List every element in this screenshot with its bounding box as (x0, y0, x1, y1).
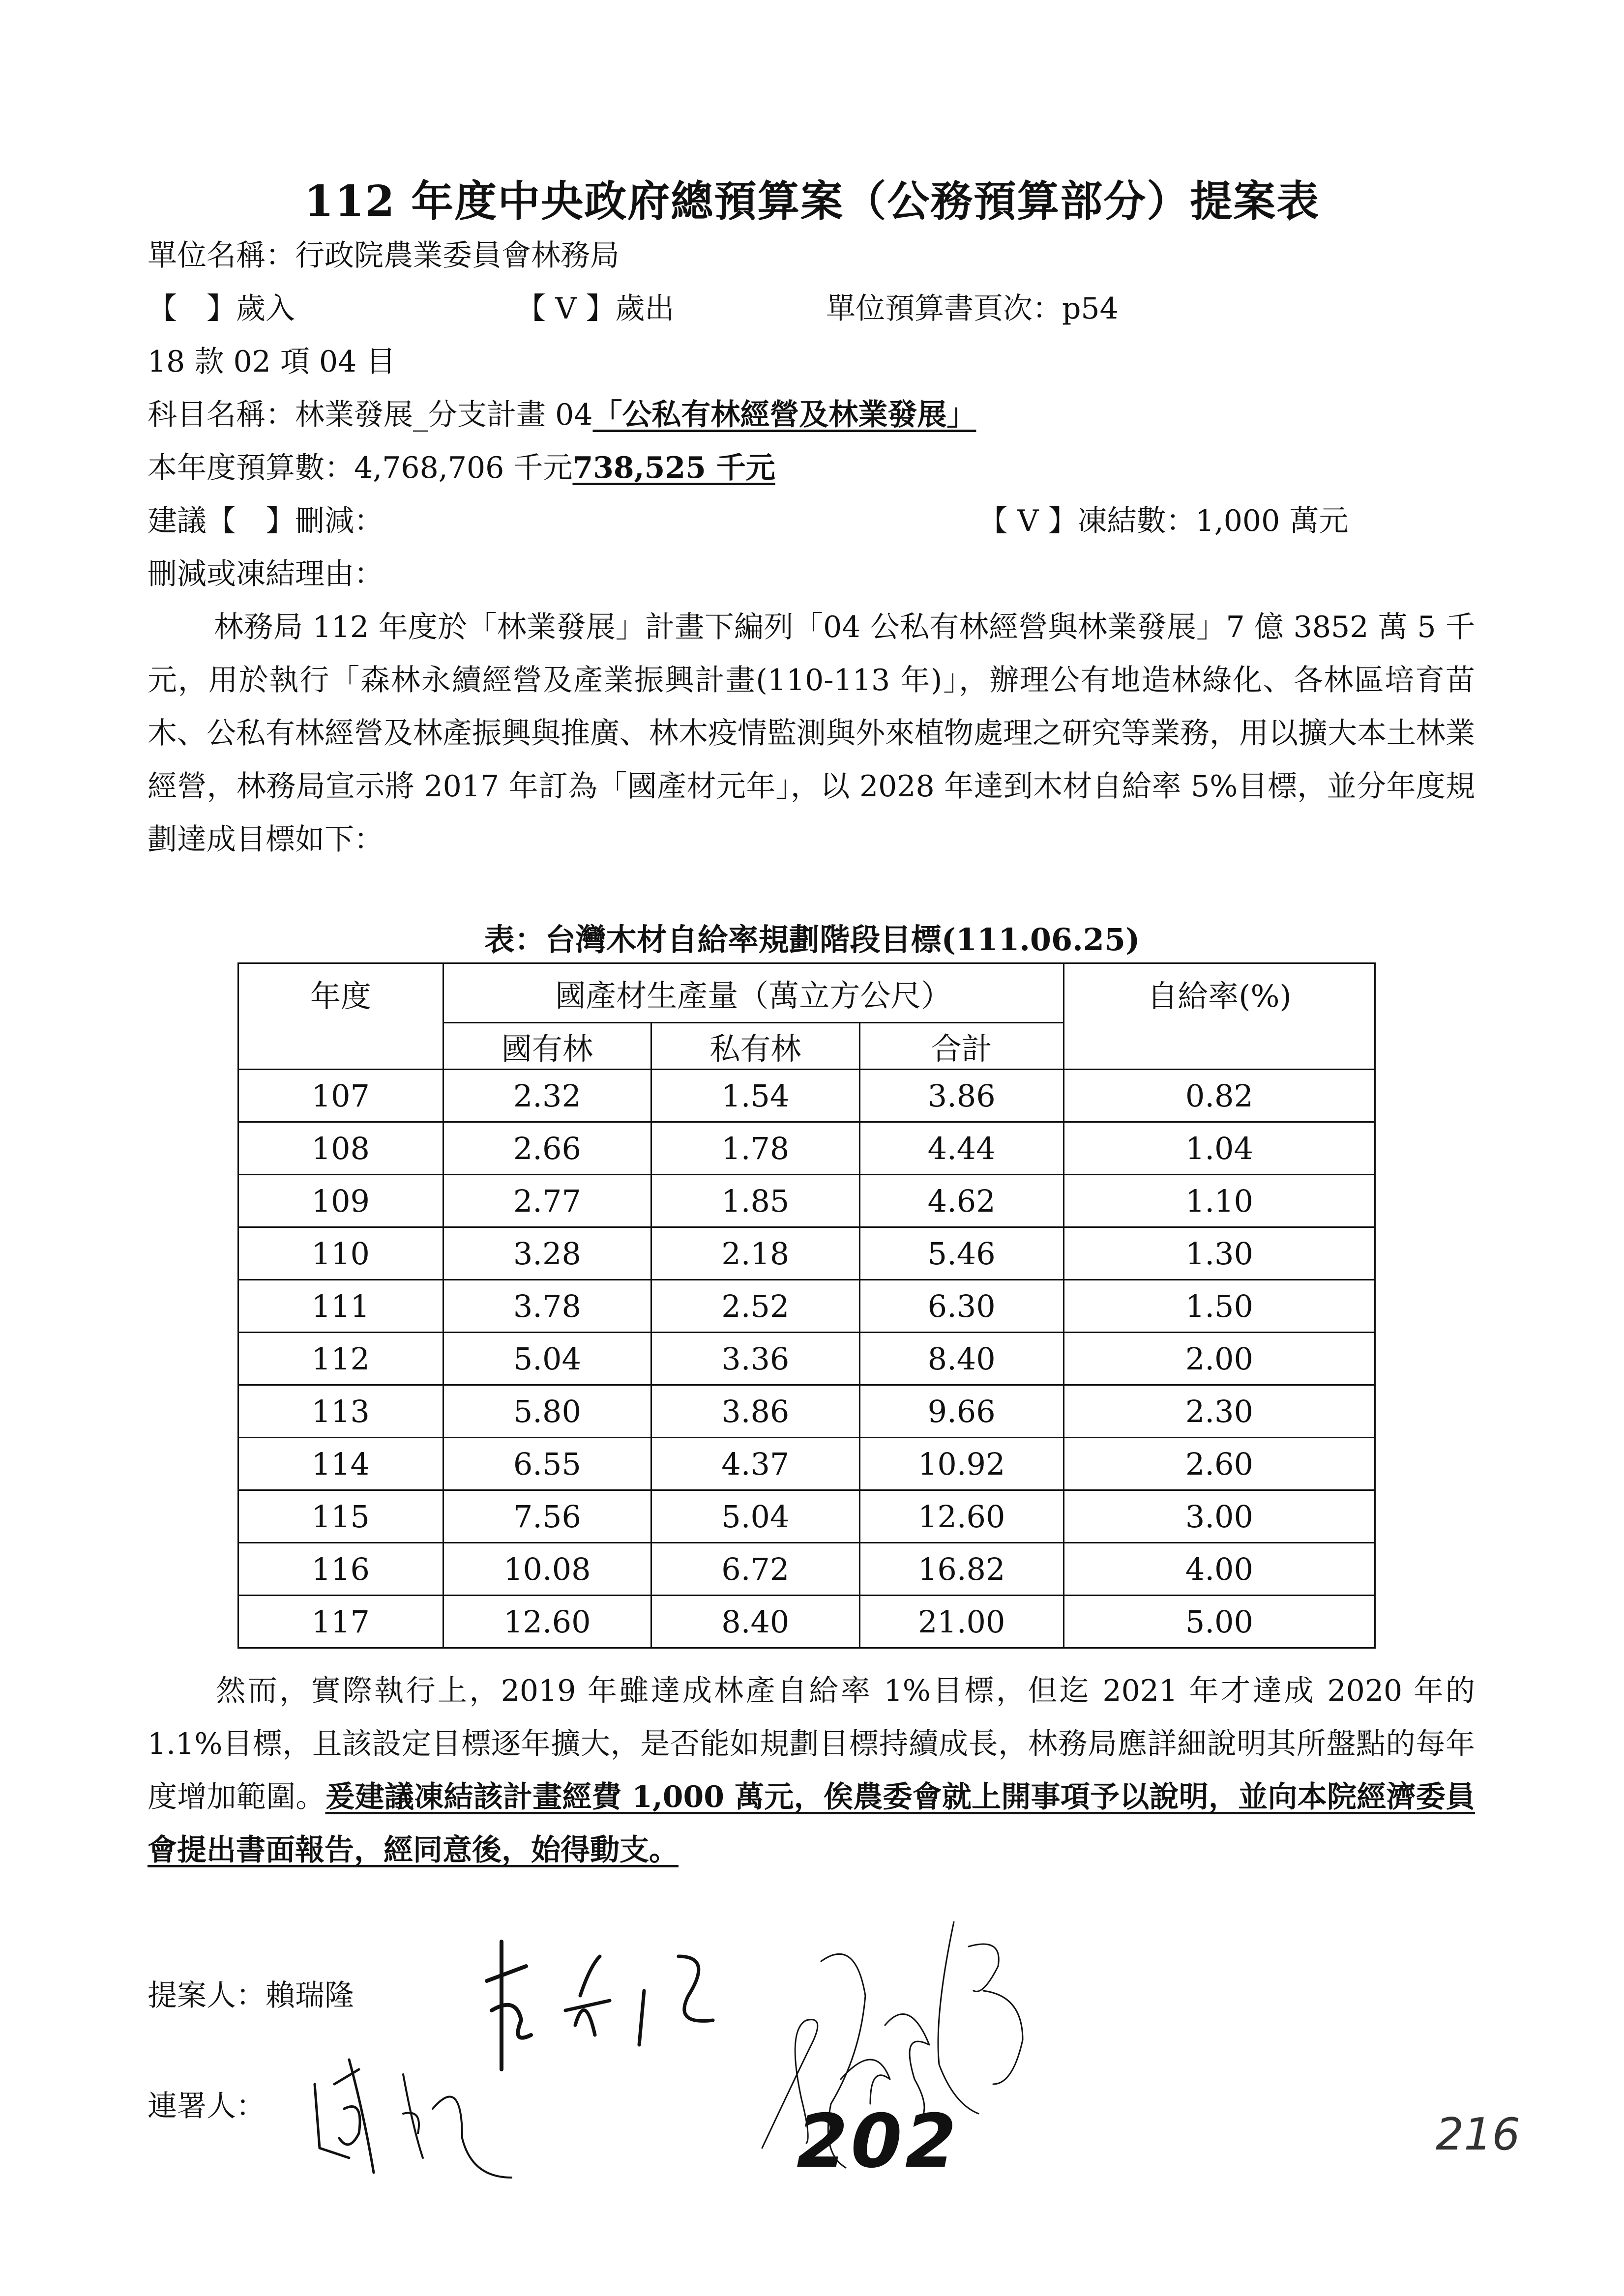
cell-year: 114 (238, 1438, 443, 1490)
cell-total: 5.46 (859, 1227, 1063, 1280)
unit-name: 單位名稱：行政院農業委員會林務局 (148, 238, 620, 273)
cell-private-forest: 2.18 (651, 1227, 859, 1280)
page-title: 112 年度中央政府總預算案（公務預算部分）提案表 (304, 176, 1320, 226)
cell-total: 4.44 (859, 1122, 1063, 1175)
table-body (238, 1070, 1375, 1648)
table-row (238, 1596, 1375, 1648)
cell-self-sufficiency-rate: 0.82 (1063, 1070, 1375, 1122)
subject-name: 「公私有林經營及林業發展」 (592, 398, 976, 432)
cell-national-forest: 3.28 (443, 1227, 651, 1280)
cell-year: 117 (238, 1596, 443, 1648)
cell-self-sufficiency-rate: 1.10 (1063, 1175, 1375, 1227)
header-rate: 自給率(%) (1063, 963, 1375, 1070)
cell-total: 4.62 (859, 1175, 1063, 1227)
cell-self-sufficiency-rate: 1.04 (1063, 1122, 1375, 1175)
subject-prefix: 科目名稱：林業發展_分支計畫 04 (148, 398, 593, 432)
cell-total: 12.60 (859, 1490, 1063, 1543)
paragraph-2-text: 然而，實際執行上，2019 年雖達成林產自給率 1%目標，但迄 2021 年才達成 2020 年的 1.1%目標，且該設定目標逐年擴大，是否能如規劃目標持續成長，林務局應詳細說明其所盤點的每年度增加範圍。 (148, 1674, 1476, 1814)
cell-national-forest: 10.08 (443, 1543, 651, 1596)
cell-total: 6.30 (859, 1280, 1063, 1333)
cell-private-forest: 6.72 (651, 1543, 859, 1596)
subject-line (148, 395, 976, 435)
item-code: 18 款 02 項 04 目 (148, 345, 396, 379)
cell-total: 16.82 (859, 1543, 1063, 1596)
cosigner-signature-1 (305, 2055, 580, 2182)
cell-self-sufficiency-rate: 1.30 (1063, 1227, 1375, 1280)
cell-year: 110 (238, 1227, 443, 1280)
expense-checkbox: 【 V 】歲出 (516, 291, 675, 326)
cell-private-forest: 5.04 (651, 1490, 859, 1543)
cell-self-sufficiency-rate: 2.60 (1063, 1438, 1375, 1490)
cell-private-forest: 1.85 (651, 1175, 859, 1227)
table-row (238, 1227, 1375, 1280)
cell-national-forest: 6.55 (443, 1438, 651, 1490)
cell-total: 8.40 (859, 1333, 1063, 1385)
cell-private-forest: 4.37 (651, 1438, 859, 1490)
table-row (238, 1385, 1375, 1438)
paragraph-1-text: 林務局 112 年度於「林業發展」計畫下編列「04 公私有林經營與林業發展」7 億 3852 萬 5 千元，用於執行「森林永續經營及產業振興計畫(110-113 年)」，辦理公有地造林綠化、各林區培育苗木、公私有林經營及林產振興與推廣、林木疫情監測與外來植物處理之研究等業務，用以擴大本土林業經營，林務局宣示將 2017 年訂為「國產材元年」，以 2028 年達到木材自給率 5%目標，並分年度規劃達成目標如下： (148, 610, 1475, 857)
table-row (238, 1122, 1375, 1175)
cell-self-sufficiency-rate: 3.00 (1063, 1490, 1375, 1543)
cell-total: 3.86 (859, 1070, 1063, 1122)
cell-self-sufficiency-rate: 1.50 (1063, 1280, 1375, 1333)
cell-year: 108 (238, 1122, 443, 1175)
cell-year: 107 (238, 1070, 443, 1122)
table-row (238, 1280, 1375, 1333)
cell-year: 112 (238, 1333, 443, 1385)
table-row (238, 1175, 1375, 1227)
table-row (238, 1070, 1375, 1122)
cell-year: 111 (238, 1280, 443, 1333)
table-row (238, 1490, 1375, 1543)
cosigner-label: 連署人： (148, 2089, 266, 2123)
cell-year: 109 (238, 1175, 443, 1227)
cell-self-sufficiency-rate: 5.00 (1063, 1596, 1375, 1648)
proposer-signature (482, 1937, 777, 2074)
self-sufficiency-table (237, 962, 1376, 1649)
proposer-label: 提案人：賴瑞隆 (148, 1978, 354, 2013)
cell-year: 116 (238, 1543, 443, 1596)
header-production: 國產材生產量（萬立方公尺） (443, 963, 1063, 1023)
cell-private-forest: 3.86 (651, 1385, 859, 1438)
stamp-number: 202 (797, 2099, 960, 2184)
cell-national-forest: 5.80 (443, 1385, 651, 1438)
paragraph-2-recommendation: 爰建議凍結該計畫經費 1,000 萬元，俟農委會就上開事項予以說明，並向本院經濟委員會提出書面報告，經同意後，始得動支。 (148, 1780, 1476, 1867)
cell-year: 113 (238, 1385, 443, 1438)
cell-national-forest: 5.04 (443, 1333, 651, 1385)
cell-national-forest: 2.77 (443, 1175, 651, 1227)
page-mark: 216 (1436, 2109, 1520, 2160)
table-row (238, 1333, 1375, 1385)
budget-prefix: 本年度預算數：4,768,706 千元 (148, 451, 573, 485)
cell-total: 9.66 (859, 1385, 1063, 1438)
cell-total: 10.92 (859, 1438, 1063, 1490)
cell-national-forest: 12.60 (443, 1596, 651, 1648)
reason-label: 刪減或凍結理由： (148, 557, 384, 591)
header-private-forest: 私有林 (651, 1023, 859, 1070)
budget-amount: 738,525 千元 (572, 451, 775, 485)
cell-private-forest: 1.54 (651, 1070, 859, 1122)
cell-self-sufficiency-rate: 4.00 (1063, 1543, 1375, 1596)
cell-national-forest: 2.32 (443, 1070, 651, 1122)
suggest-freeze: 【 V 】凍結數：1,000 萬元 (978, 504, 1349, 538)
reason-paragraph-2 (148, 1664, 1475, 1877)
cell-national-forest: 2.66 (443, 1122, 651, 1175)
cell-year: 115 (238, 1490, 443, 1543)
cell-self-sufficiency-rate: 2.00 (1063, 1333, 1375, 1385)
cell-self-sufficiency-rate: 2.30 (1063, 1385, 1375, 1438)
suggest-cut: 建議【 】刪減： (148, 504, 384, 538)
cell-private-forest: 1.78 (651, 1122, 859, 1175)
cell-national-forest: 3.78 (443, 1280, 651, 1333)
header-national-forest: 國有林 (443, 1023, 651, 1070)
table-caption: 表：台灣木材自給率規劃階段目標(111.06.25) (484, 922, 1140, 958)
reason-paragraph-1 (148, 601, 1475, 866)
table-row (238, 1543, 1375, 1596)
budget-page: 單位預算書頁次：p54 (826, 291, 1119, 326)
cell-private-forest: 2.52 (651, 1280, 859, 1333)
revenue-checkbox: 【 】歲入 (148, 291, 295, 326)
cell-total: 21.00 (859, 1596, 1063, 1648)
header-total: 合計 (859, 1023, 1063, 1070)
cell-private-forest: 3.36 (651, 1333, 859, 1385)
cell-private-forest: 8.40 (651, 1596, 859, 1648)
table-row (238, 1438, 1375, 1490)
budget-line (148, 448, 775, 488)
header-year: 年度 (238, 963, 443, 1070)
cell-national-forest: 7.56 (443, 1490, 651, 1543)
